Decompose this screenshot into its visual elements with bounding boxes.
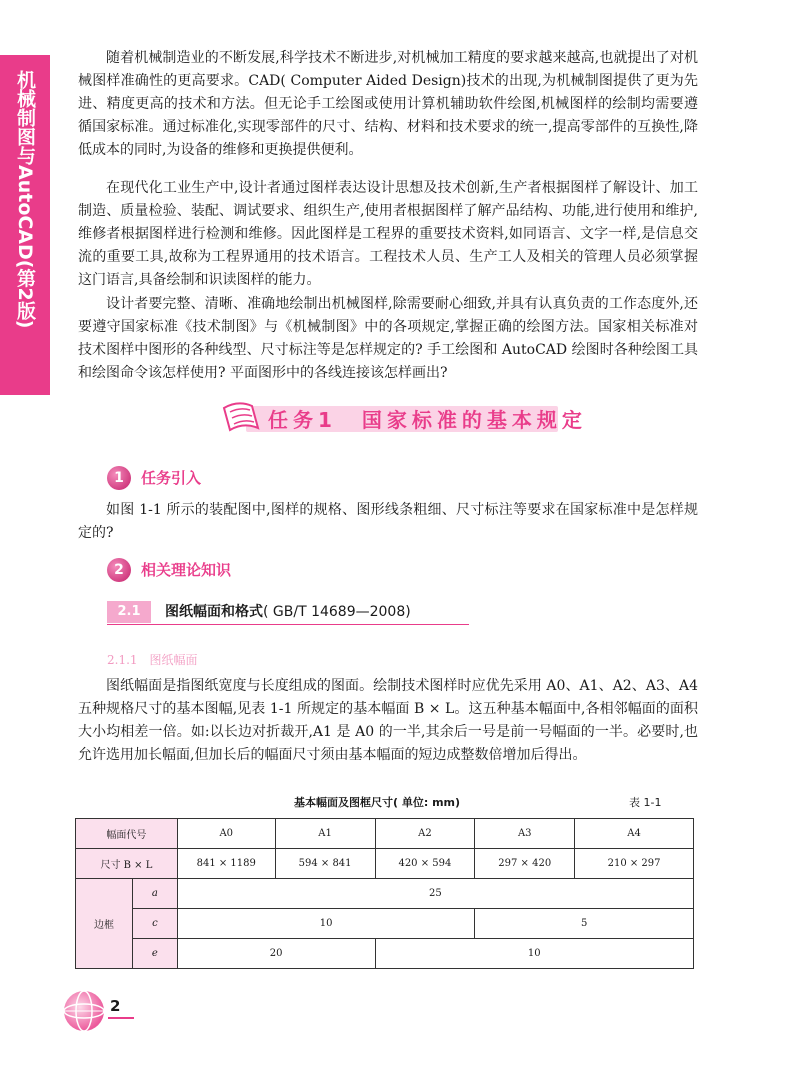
section-number-badge: 1 xyxy=(107,466,131,490)
paper-size-table-body xyxy=(75,818,694,969)
book-title-vertical: 机械制图与AutoCAD(第2版) xyxy=(14,70,36,329)
table-row xyxy=(76,939,694,969)
intro-paragraph-2: 在现代化工业生产中,设计者通过图样表达设计思想及技术创新,生产者根据图样了解设计、加工制造、质量检验、装配、调试要求、组织生产,使用者根据图样了解产品结构、功能,进行使用和维护,维修者根据图样进行检测和维修。因此图样是工程界的重要技术资料,如同语言、文字一样,是信息交流的重要工具,故称为工程界通用的技术语言。工程技术人员、生产工人及相关的管理人员必须掌握这门语言,具备绘制和识读图样的能力。 xyxy=(78,180,698,288)
subsubsection-title: 2.1.1 图纸幅面 xyxy=(107,653,198,667)
row-header: e xyxy=(132,939,177,969)
table-cell: 25 xyxy=(177,879,693,909)
task-banner xyxy=(218,398,587,438)
section-1-text: 如图 1-1 所示的装配图中,图样的规格、图形线条粗细、尺寸标注等要求在国家标准中是怎样规定的? xyxy=(78,502,698,541)
subsection-title-text: 图纸幅面和格式 xyxy=(165,604,263,620)
subsection-heading xyxy=(107,598,469,626)
page-number: 2 xyxy=(110,997,121,1015)
table-row xyxy=(76,819,694,849)
table-cell: 594 × 841 xyxy=(275,849,375,879)
page-number-underline xyxy=(108,1017,134,1019)
section-number-badge: 2 xyxy=(107,558,131,582)
table-cell: 210 × 297 xyxy=(575,849,694,879)
frame-header: 边框 xyxy=(76,879,133,969)
row-header: c xyxy=(132,909,177,939)
row-header: a xyxy=(132,879,177,909)
row-header: 尺寸 B × L xyxy=(76,849,178,879)
subsection-number: 2.1 xyxy=(107,601,151,623)
page-footer xyxy=(60,983,140,1043)
table-cell: 5 xyxy=(475,909,694,939)
table-cell: 841 × 1189 xyxy=(177,849,275,879)
globe-icon xyxy=(60,983,108,1039)
subsection-title xyxy=(165,601,411,623)
section-label: 相关理论知识 xyxy=(141,561,232,579)
table-cell: 10 xyxy=(375,939,694,969)
table-row xyxy=(76,909,694,939)
table-cell: A2 xyxy=(375,819,475,849)
table-cell: A0 xyxy=(177,819,275,849)
table-cell: A1 xyxy=(275,819,375,849)
intro-paragraph-1: 随着机械制造业的不断发展,科学技术不断进步,对机械加工精度的要求越来越高,也就提出了对机械图样准确性的更高要求。CAD( Computer Aided Design)技术的出现,为机械制图提供了更为先进、精度更高的技术和方法。但无论手工绘图或使用计算机辅助软件绘图,机械图样的绘制均需要遵循国家标准。通过标准化,实现零部件的尺寸、结构、材料和技术要求的统一,提高零部件的互换性,降低成本的同时,为设备的维修和更换提供便利。 xyxy=(78,50,698,158)
subsection-underline xyxy=(107,624,469,625)
subsection-standard: ( GB/T 14689—2008) xyxy=(263,604,411,620)
body-paragraph: 图纸幅面是指图纸宽度与长度组成的图面。绘制技术图样时应优先采用 A0、A1、A2、A3、A4 五种规格尺寸的基本图幅,见表 1-1 所规定的基本幅面 B × L。这五种基本幅面中,各相邻幅面的面积大小均相差一倍。如:以长边对折裁开,A1 是 A0 的一半,其余后一号是前一号幅面的一半。必要时,也允许选用加长幅面,但加长后的幅面尺寸须由基本幅面的短边成整数倍增加后得出。 xyxy=(78,678,698,763)
intro-paragraph-3: 设计者要完整、清晰、准确地绘制出机械图样,除需要耐心细致,并具有认真负责的工作态度外,还要遵守国家标准《技术制图》与《机械制图》中的各项规定,掌握正确的绘图方法。国家相关标准对技术图样中图形的各种线型、尺寸标注等是怎样规定的? 手工绘图和 AutoCAD 绘图时各种绘图工具和绘图命令该怎样使用? 平面图形中的各线连接该怎样画出? xyxy=(78,296,698,381)
table-cell: A3 xyxy=(475,819,575,849)
table-caption: 基本幅面及图框尺寸( 单位: mm) xyxy=(294,796,461,809)
row-header: 幅面代号 xyxy=(76,819,178,849)
table-row xyxy=(76,849,694,879)
table-cell: 20 xyxy=(177,939,375,969)
page-icon xyxy=(218,398,266,438)
section-label: 任务引入 xyxy=(141,469,202,487)
table-cell: 10 xyxy=(177,909,475,939)
task-title: 任务1 国家标准的基本规定 xyxy=(268,408,587,432)
table-row xyxy=(76,879,694,909)
table-cell: 297 × 420 xyxy=(475,849,575,879)
table-number: 表 1-1 xyxy=(629,796,662,809)
table-cell: 420 × 594 xyxy=(375,849,475,879)
table-cell: A4 xyxy=(575,819,694,849)
